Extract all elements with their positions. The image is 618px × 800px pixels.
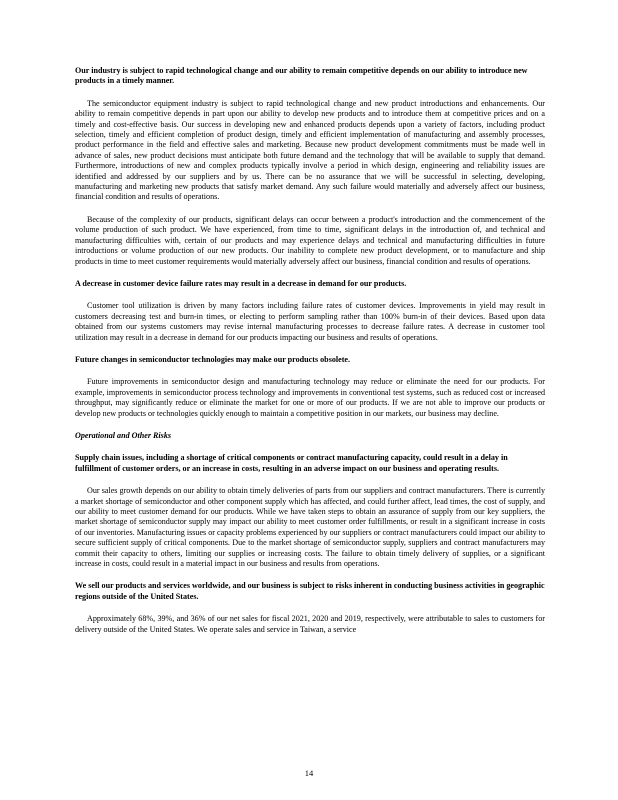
paragraph-tool-utilization: Customer tool utilization is driven by many factors including failure rates of customer devices. Improvements in yield may result in customers decreasing test and burn-in times, or electing to perform sampling rather than 100% burn-in of their devices. Based upon data obtained from our systems customers may revise internal manufacturing processes to decrease failure rates. A decrease in customer tool utilization may result in a decrease in demand for our products impacting our business and results of operations.	[75, 301, 545, 342]
heading-worldwide-sales: We sell our products and services worldwide, and our business is subject to risks inherent in conducting business activities in geographic regions outside of the United States.	[75, 581, 545, 601]
paragraph-net-sales: Approximately 68%, 39%, and 36% of our net sales for fiscal 2021, 2020 and 2019, respectively, were attributable to sales to customers for delivery outside of the United States. We operate sales and service in Taiwan, a service	[75, 614, 545, 634]
heading-obsolete-technology: Future changes in semiconductor technologies may make our products obsolete.	[75, 354, 351, 364]
paragraph-future-improvements: Future improvements in semiconductor design and manufacturing technology may reduce or eliminate the need for our products. For example, improvements in semiconductor process technology and improvements in conventional test systems, such as reduced cost or increased throughput, may significantly reduce or eliminate the market for one or more of our products. If we are not able to improve our products or develop new products or technologies quickly enough to maintain a competitive position in our markets, our business may decline.	[75, 377, 545, 418]
document-page	[75, 66, 545, 647]
section-title-operational-risks: Operational and Other Risks	[75, 430, 172, 440]
heading-supply-chain: Supply chain issues, including a shortage of critical components or contract manufacturing capacity, could result in a delay in fulfillment of customer orders, or an increase in costs, resulting in an adverse impact on our business and operating results.	[75, 453, 508, 473]
paragraph-product-delays: Because of the complexity of our products, significant delays can occur between a product's introduction and the commencement of the volume production of such product. We have experienced, from time to time, significant delays in the introduction of, and technical and manufacturing difficulties with, certain of our products and may experience delays and technical and manufacturing difficulties in future introductions or volume production of our new products. Our inability to complete new product development, or to manufacture and ship products in time to meet customer requirements would materially adversely affect our business, financial condition and results of operations.	[75, 214, 545, 266]
heading-technological-change: Our industry is subject to rapid technological change and our ability to remain competitive depends on our ability to introduce new products in a timely manner.	[75, 66, 528, 86]
page-number: 14	[304, 768, 314, 778]
paragraph-supply-chain: Our sales growth depends on our ability to obtain timely deliveries of parts from our suppliers and contract manufacturers. There is currently a market shortage of semiconductor and other component supply which has affected, and could further affect, lead times, the cost of supply, and our ability to meet customer demand for our products. While we have taken steps to obtain an assurance of supply from our key suppliers, the market shortage of semiconductor supply may impact our ability to meet customer order fulfillments, or result in a significant increase in costs of our inventories. Manufacturing issues or capacity problems experienced by our suppliers or contract manufacturers could impact our ability to secure sufficient supply of critical components. Due to the market shortage of semiconductor supply, suppliers and contract manufacturers may commit their capacity to others, limiting our supplies or increasing costs. The failure to obtain timely delivery of supplies, or a significant increase in costs, could result in a material impact in our business and results from operations.	[75, 486, 545, 569]
heading-failure-rates: A decrease in customer device failure rates may result in a decrease in demand for our products.	[75, 278, 407, 288]
paragraph-rapid-change: The semiconductor equipment industry is subject to rapid technological change and new product introductions and enhancements. Our ability to remain competitive depends in part upon our ability to develop new products and to introduce them at competitive prices and on a timely and cost-effective basis. Our success in developing new and enhanced products depends upon a variety of factors, including product selection, timely and efficient completion of product design, timely and efficient implementation of manufacturing and assembly processes, product performance in the field and effective sales and marketing. Because new product development commitments must be made well in advance of sales, new product decisions must anticipate both future demand and the technology that will be available to supply that demand. Furthermore, introductions of new and complex products typically involve a period in which design, engineering and reliability issues are identified and addressed by our suppliers and by us. There can be no assurance that we will be successful in selecting, developing, manufacturing and marketing new products that satisfy market demand. Any such failure would materially and adversely affect our business, financial condition and results of operations.	[75, 98, 545, 202]
